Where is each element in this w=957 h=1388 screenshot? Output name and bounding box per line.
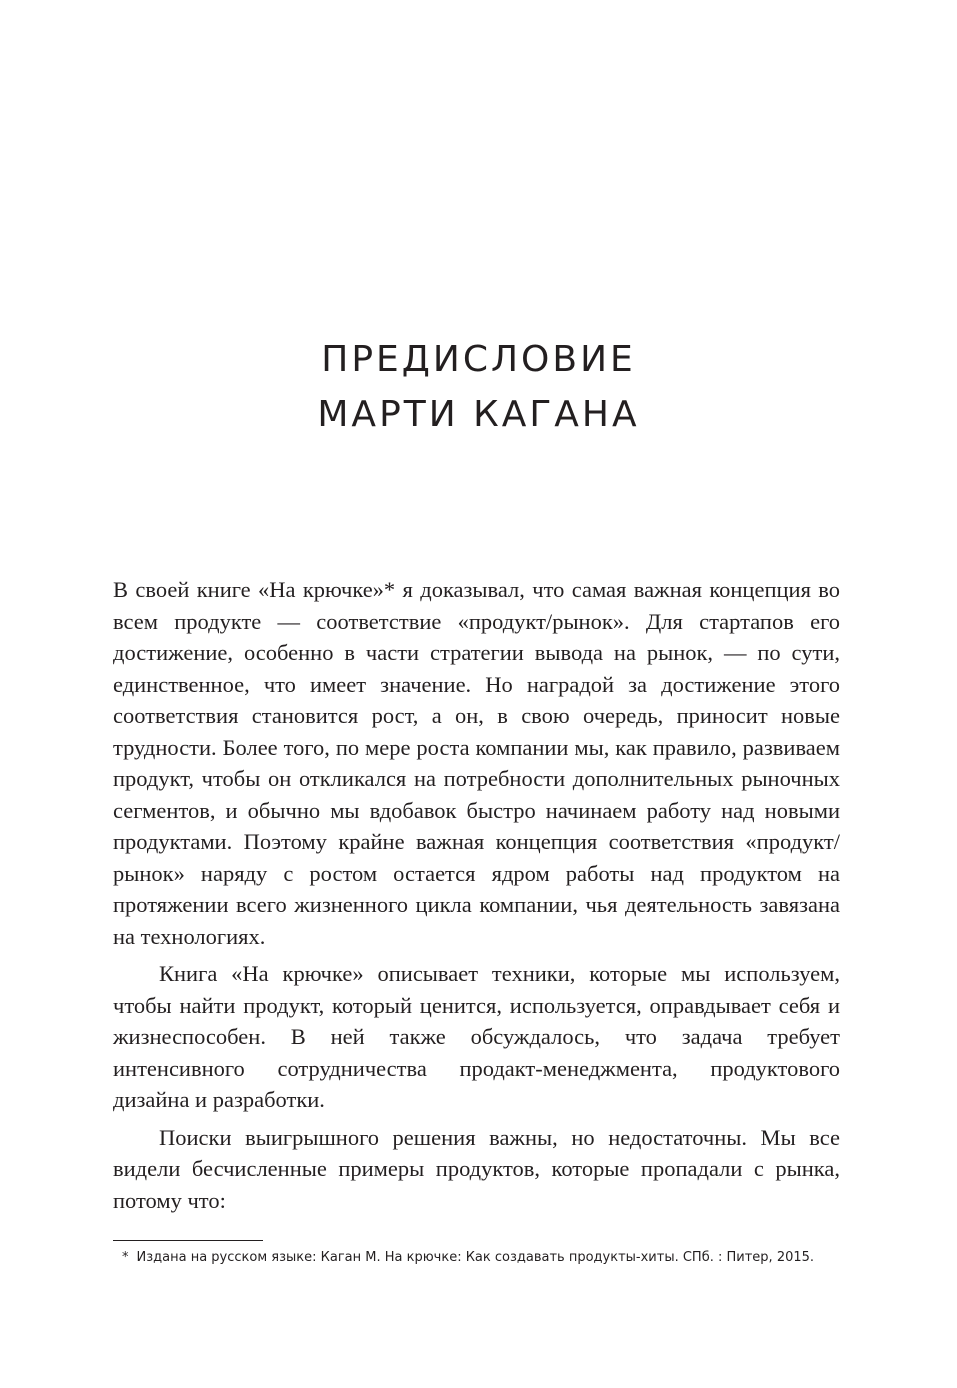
paragraph-2: Книга «На крючке» описывает техники, которые мы используем, чтобы найти продукт, который ценится, используется, оправдывает себя и жизнеспособен. В ней также обсуждалось, что задача требует интенсивного сотрудничества продакт-менеджмента, продуктового дизайна и разработки. (113, 961, 840, 1112)
footnote-mark: * (122, 1250, 129, 1265)
paragraph-3: Поиски выигрышного решения важны, но недостаточны. Мы все видели бесчисленные примеры продуктов, которые пропадали с рынка, потому что: (113, 1124, 840, 1213)
chapter-title-line-2: МАРТИ КАГАНА (317, 394, 640, 435)
chapter-title (0, 332, 957, 442)
footnote-divider (113, 1240, 263, 1241)
footnote-text: Издана на русском языке: Каган М. На крючке: Как создавать продукты-хиты. СПб. : Питер, 2015. (136, 1250, 815, 1265)
chapter-title-line-1: ПРЕДИСЛОВИЕ (321, 339, 636, 380)
footnote (122, 1249, 842, 1267)
body-text (113, 574, 840, 1222)
paragraph-1: В своей книге «На крючке»* я доказывал, что самая важная концепция во всем продукте — соответствие «продукт/рынок». Для стартапов его достижение, особенно в части стратегии вывода на рынок, — по сути, единственное, что имеет значение. Но наградой за достижение этого соответствия становится рост, а он, в свою очередь, приносит новые трудности. Более того, по мере роста компании мы, как правило, развиваем продукт, чтобы он откликался на потребности дополнительных рыночных сегментов, и обычно мы вдобавок быстро начинаем работу над новыми продуктами. Поэтому крайне важная концепция соответствия «продукт/рынок» наряду с ростом остается ядром работы над продуктом на протяжении всего жизненного цикла компании, чья деятельность завязана на технологиях. (113, 577, 840, 949)
